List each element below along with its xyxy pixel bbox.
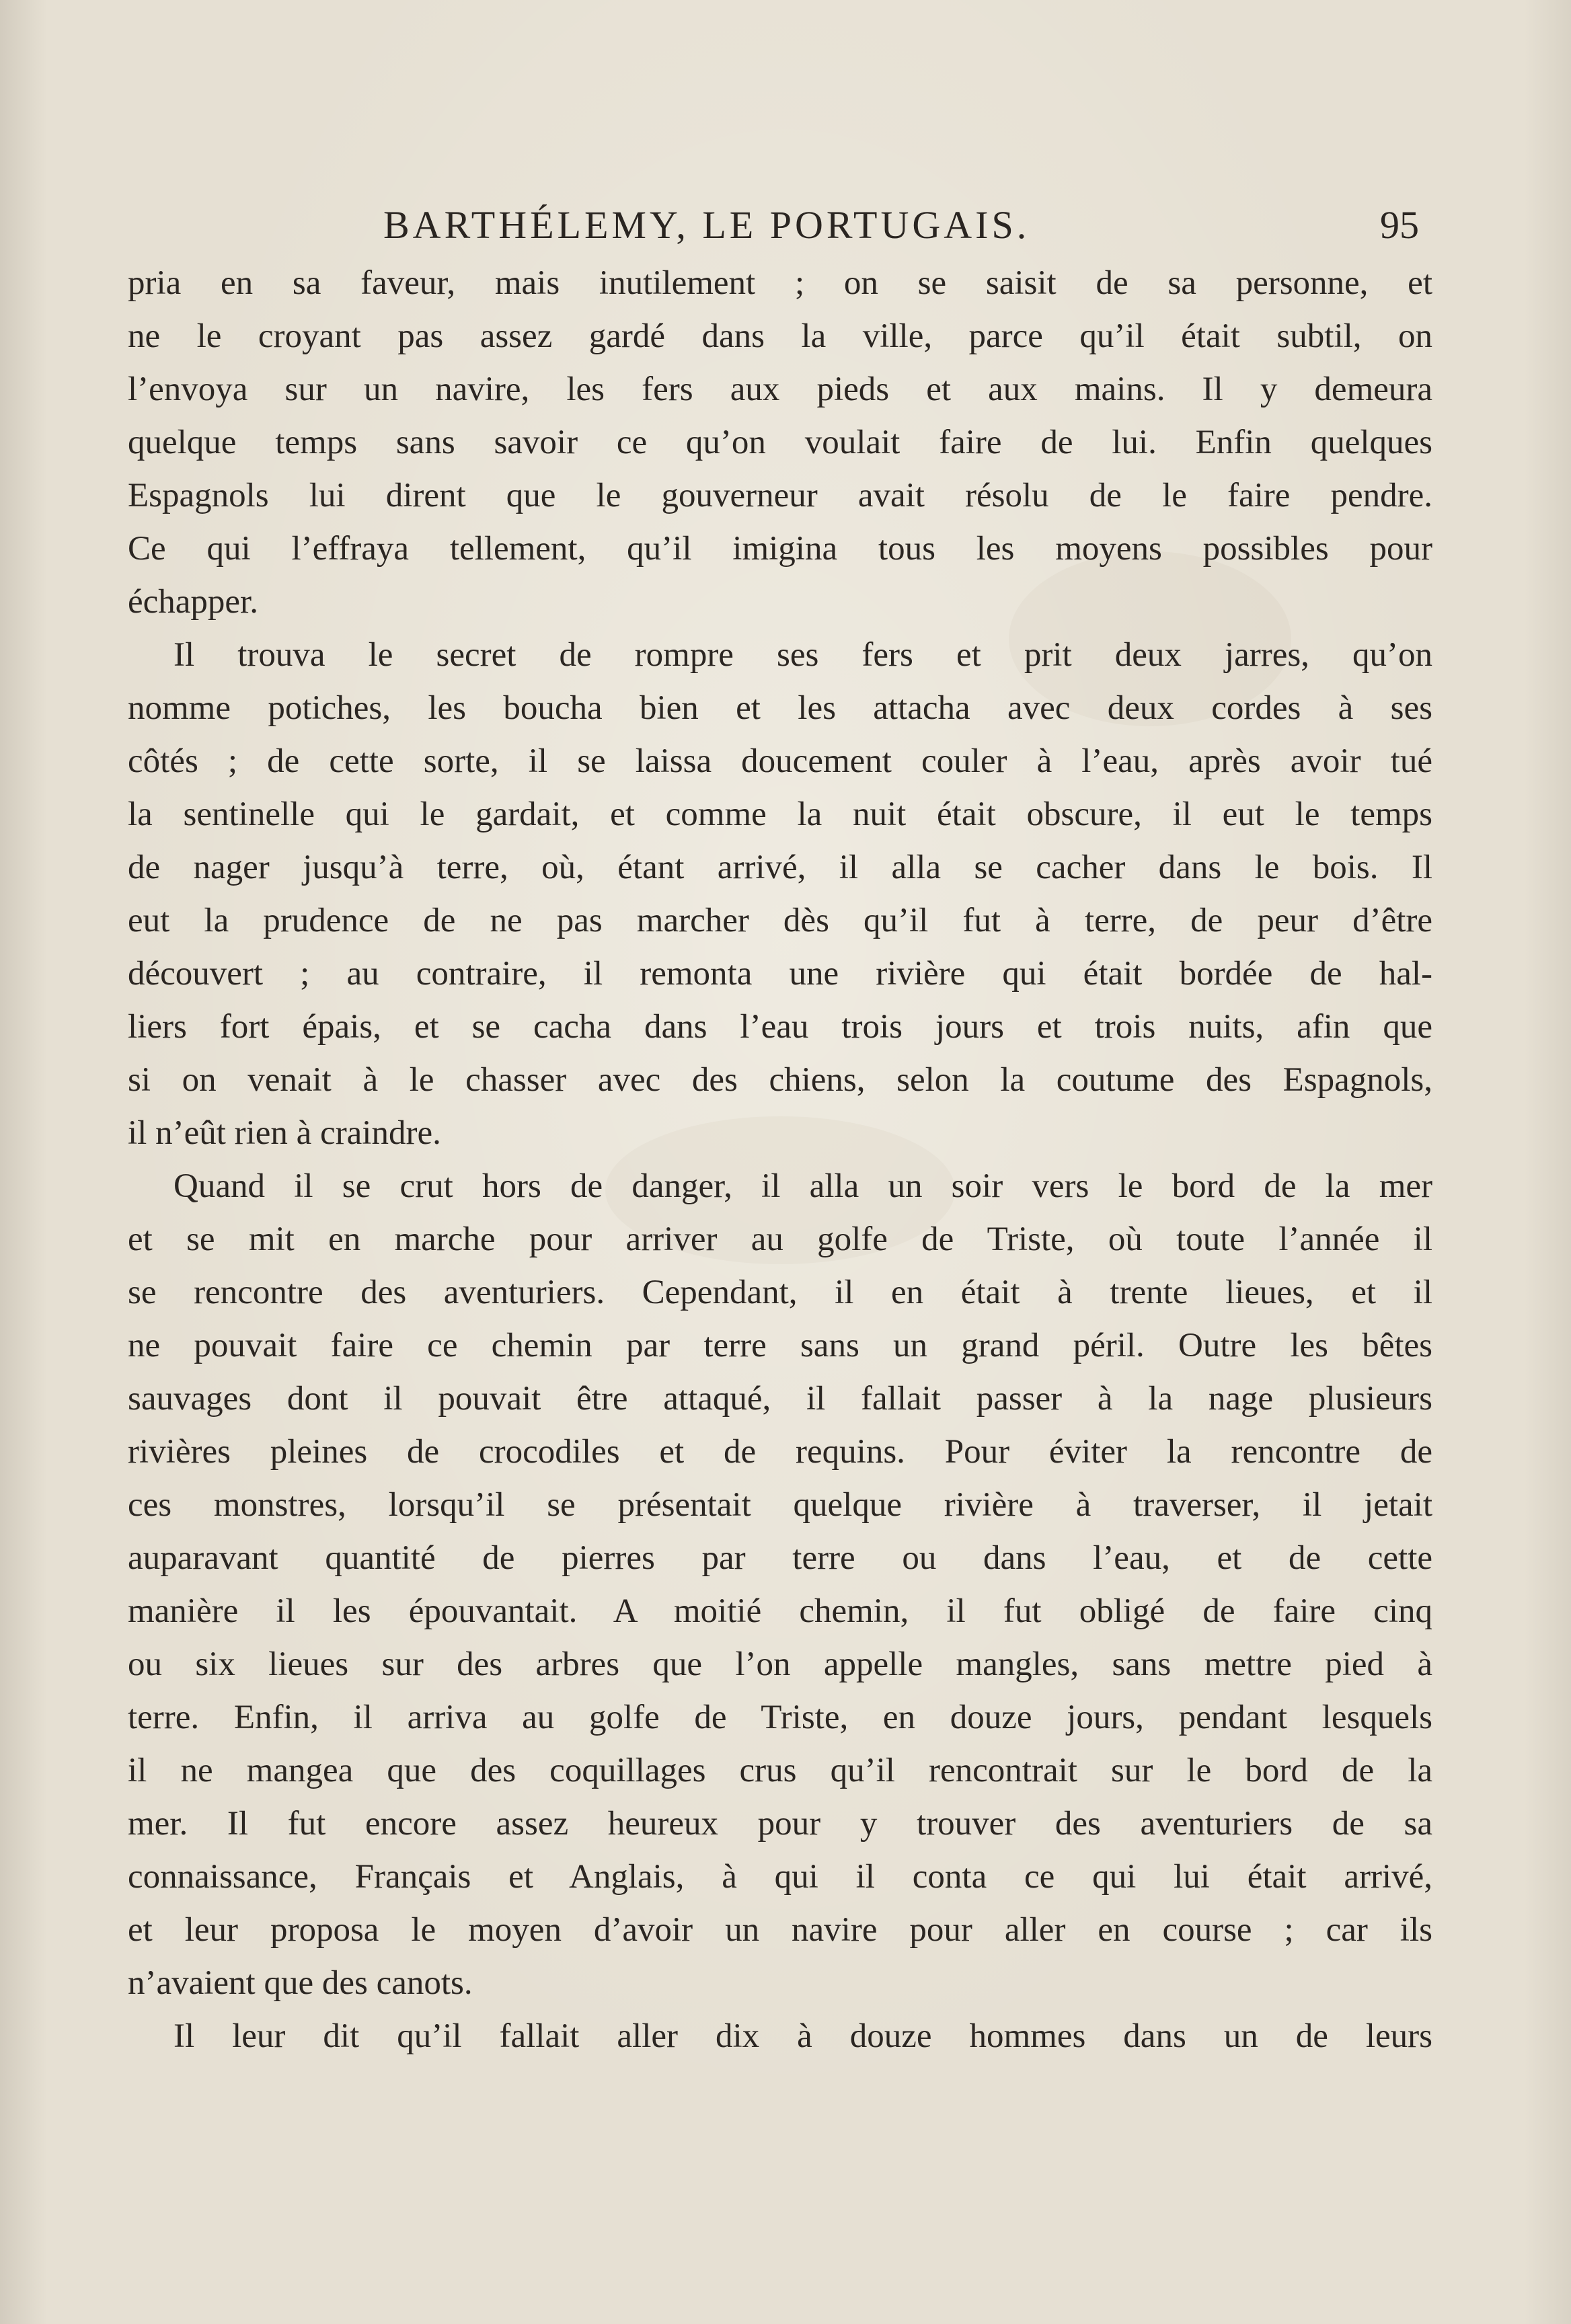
text-line: il ne mangea que des coquillages crus qu’il rencontrait sur le bord de la	[128, 1752, 1432, 1789]
text-line: et leur proposa le moyen d’avoir un navire pour aller en course ; car ils	[128, 1911, 1432, 1949]
text-line: ne pouvait faire ce chemin par terre sans un grand péril. Outre les bêtes	[128, 1327, 1432, 1364]
body-text	[128, 257, 1432, 2063]
text-line: terre. Enfin, il arriva au golfe de Triste, en douze jours, pendant lesquels	[128, 1699, 1432, 1736]
page-number: 95	[1380, 203, 1419, 247]
text-line: connaissance, Français et Anglais, à qui il conta ce qui lui était arrivé,	[128, 1858, 1432, 1896]
text-line: la sentinelle qui le gardait, et comme la nuit était obscure, il eut le temps	[128, 796, 1432, 833]
text-line: il n’eût rien à craindre.	[128, 1114, 441, 1152]
text-line: liers fort épais, et se cacha dans l’eau trois jours et trois nuits, afin que	[128, 1008, 1432, 1046]
running-title: BARTHÉLEMY, LE PORTUGAIS.	[383, 203, 1030, 247]
text-line: ou six lieues sur des arbres que l’on appelle mangles, sans mettre pied à	[128, 1645, 1432, 1683]
text-line: Il trouva le secret de rompre ses fers et prit deux jarres, qu’on	[174, 636, 1432, 674]
text-line: ne le croyant pas assez gardé dans la ville, parce qu’il était subtil, on	[128, 317, 1432, 355]
text-line: Espagnols lui dirent que le gouverneur avait résolu de le faire pendre.	[128, 477, 1432, 514]
text-line: manière il les épouvantait. A moitié chemin, il fut obligé de faire cinq	[128, 1592, 1432, 1630]
text-line: mer. Il fut encore assez heureux pour y trouver des aventuriers de sa	[128, 1805, 1432, 1843]
text-line: rivières pleines de crocodiles et de requins. Pour éviter la rencontre de	[128, 1433, 1432, 1471]
text-line: sauvages dont il pouvait être attaqué, il fallait passer à la nage plusieurs	[128, 1380, 1432, 1418]
text-line: Ce qui l’effraya tellement, qu’il imigina tous les moyens possibles pour	[128, 530, 1432, 568]
text-line: ces monstres, lorsqu’il se présentait quelque rivière à traverser, il jetait	[128, 1486, 1432, 1524]
text-line: Quand il se crut hors de danger, il alla un soir vers le bord de la mer	[174, 1167, 1432, 1205]
text-line: côtés ; de cette sorte, il se laissa doucement couler à l’eau, après avoir tué	[128, 742, 1432, 780]
text-line: quelque temps sans savoir ce qu’on voulait faire de lui. Enfin quelques	[128, 424, 1432, 461]
text-line: échapper.	[128, 583, 258, 621]
text-line: si on venait à le chasser avec des chiens, selon la coutume des Espagnols,	[128, 1061, 1432, 1099]
text-line: pria en sa faveur, mais inutilement ; on se saisit de sa personne, et	[128, 264, 1432, 302]
text-line: se rencontre des aventuriers. Cependant, il en était à trente lieues, et il	[128, 1274, 1432, 1311]
text-line: l’envoya sur un navire, les fers aux pieds et aux mains. Il y demeura	[128, 371, 1432, 408]
text-line: et se mit en marche pour arriver au golfe de Triste, où toute l’année il	[128, 1221, 1432, 1258]
text-line: nomme potiches, les boucha bien et les attacha avec deux cordes à ses	[128, 689, 1432, 727]
running-head	[128, 195, 1439, 256]
text-line: n’avaient que des canots.	[128, 1964, 473, 2002]
text-line: eut la prudence de ne pas marcher dès qu’il fut à terre, de peur d’être	[128, 902, 1432, 939]
text-line: auparavant quantité de pierres par terre ou dans l’eau, et de cette	[128, 1539, 1432, 1577]
text-line: découvert ; au contraire, il remonta une rivière qui était bordée de hal-	[128, 955, 1432, 993]
text-line: de nager jusqu’à terre, où, étant arrivé, il alla se cacher dans le bois. Il	[128, 849, 1432, 886]
text-line: Il leur dit qu’il fallait aller dix à douze hommes dans un de leurs	[174, 2017, 1432, 2055]
